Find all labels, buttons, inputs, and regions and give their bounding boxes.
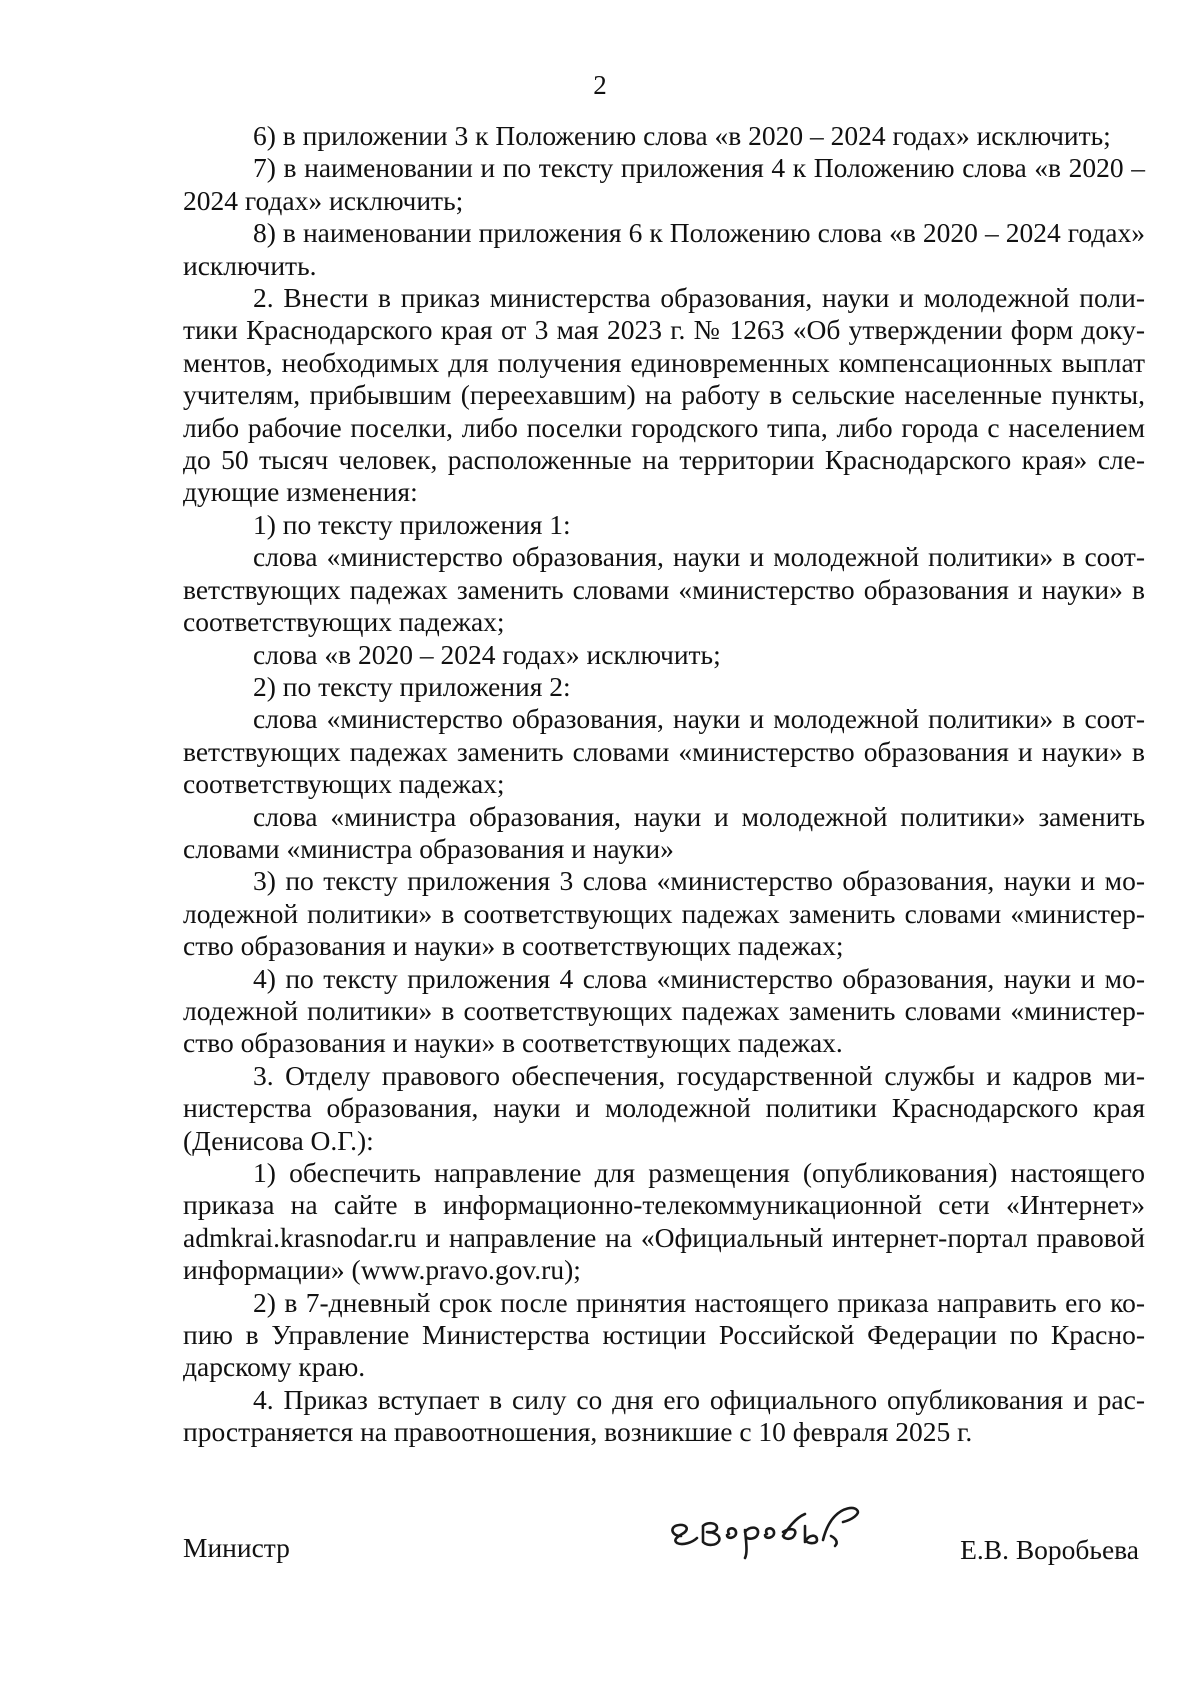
paragraph-section-2: 2. Внести в приказ министерства образования, науки и молодежной политики Краснодарского края от 3 мая 2023 г. № 1263 «Об утверждении форм документов, необходимых для получения единовременных компенсационных выплат учителям, прибывшим (переехавшим) на работу в сельские населенные пункты, либо рабочие поселки, либо поселки городского типа, либо города с населением до 50 тысяч человек, расположенные на территории Краснодарского края» следующие изменения: [183, 282, 1145, 508]
paragraph-section-2-item-2: 2) по тексту приложения 2: [253, 670, 571, 702]
signatory-title: Министр [183, 1532, 290, 1563]
signature-block [183, 1510, 1145, 1590]
paragraph-section-3: 3. Отделу правового обеспечения, государственной службы и кадров министерства образования, науки и молодежной политики Краснодарского края (Денисова О.Г.): [183, 1059, 1145, 1156]
paragraph-item-1-words-ministry: слова «министерство образования, науки и молодежной политики» в соответствующих падежах заменить словами «министерство образования и науки» в соответствующих падежах; [183, 541, 1145, 638]
paragraph-item-1-words-years: слова «в 2020 – 2024 годах» исключить; [253, 638, 721, 670]
paragraph-section-2-item-1: 1) по тексту приложения 1: [253, 508, 571, 540]
paragraph-section-3-item-1: 1) обеспечить направление для размещения (опубликования) настоящего приказа на сайте в информационно-телекоммуникационной сети «Интернет» admkrai.krasnodar.ru и направление на «Официальный интернет-портал правовой информации» (www.pravo.gov.ru); [183, 1157, 1145, 1286]
paragraph-7-appendix4: 7) в наименовании и по тексту приложения 4 к Положению слова «в 2020 – 2024 годах» исключить; [183, 152, 1145, 216]
paragraph-item-2-words-minister: слова «министра образования, науки и молодежной политики» заменить словами «министра образования и науки» [183, 800, 1145, 864]
paragraph-section-3-item-2: 2) в 7-дневный срок после принятия настоящего приказа направить его копию в Управление Министерства юстиции Российской Федерации по Краснодарскому краю. [183, 1286, 1145, 1383]
paragraph-section-2-item-4: 4) по тексту приложения 4 слова «министерство образования, науки и молодежной политики» в соответствующих падежах заменить словами «министерство образования и науки» в соответствующих падежах. [183, 962, 1145, 1059]
paragraph-8-appendix6: 8) в наименовании приложения 6 к Положению слова «в 2020 – 2024 годах» исключить. [183, 217, 1145, 281]
paragraph-section-2-item-3: 3) по тексту приложения 3 слова «министерство образования, науки и молодежной политики» в соответствующих падежах заменить словами «министерство образования и науки» в соответствующих падежах; [183, 865, 1145, 962]
document-body [183, 120, 1145, 1449]
handwritten-signature [663, 1496, 893, 1562]
paragraph-section-4: 4. Приказ вступает в силу со дня его официального опубликования и распространяется на правоотношения, возникшие с 10 февраля 2025 г. [183, 1383, 1145, 1448]
page-number: 2 [593, 70, 607, 100]
paragraph-6-appendix3: 6) в приложении 3 к Положению слова «в 2020 – 2024 годах» исключить; [253, 120, 1111, 151]
paragraph-item-2-words-ministry: слова «министерство образования, науки и молодежной политики» в соответствующих падежах заменить словами «министерство образования и науки» в соответствующих падежах; [183, 703, 1145, 800]
signatory-name: Е.В. Воробьева [960, 1534, 1139, 1565]
